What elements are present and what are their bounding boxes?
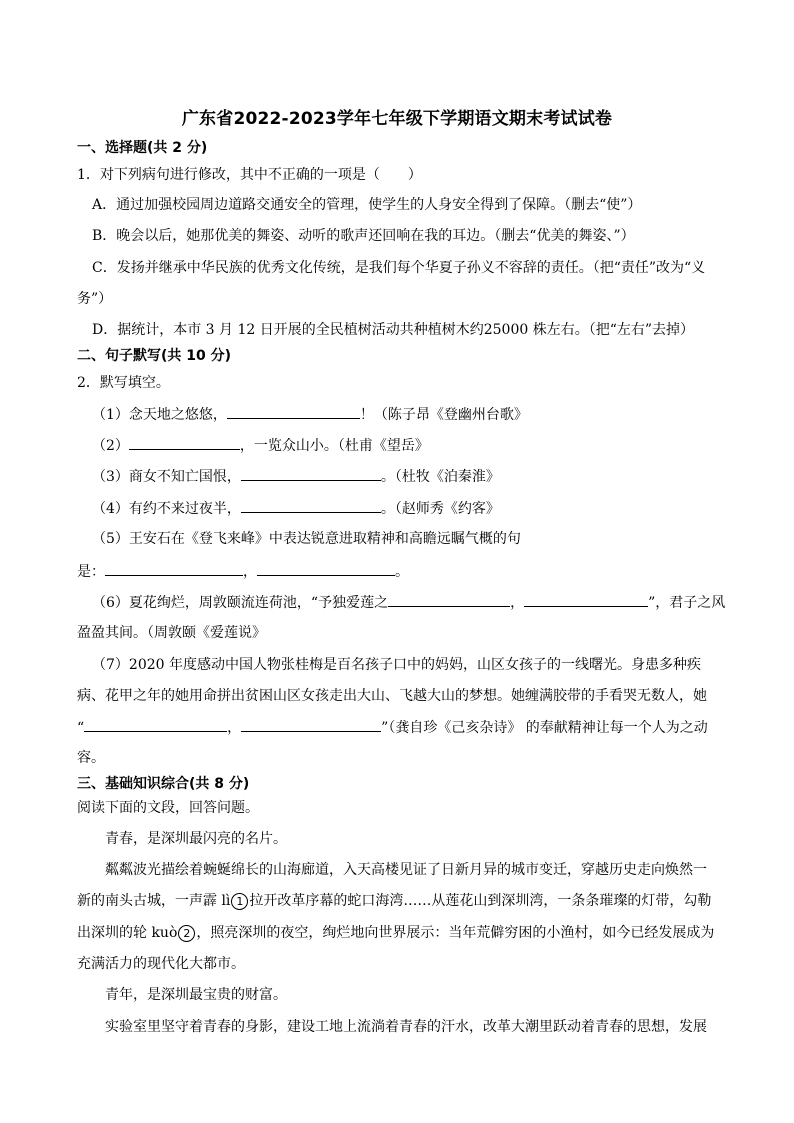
passage-para-1: 青春，是深圳最闪亮的名片。 [105, 831, 287, 847]
passage-para-4: 实验室里坚守着青春的身影，建设工地上流淌着青春的汗水，改革大潮里跃动着青春的思想，发展 [105, 1019, 707, 1035]
recitation-item-7-line2: 病、花甲之年的她用命拼出贫困山区女孩走出大山、飞越大山的梦想。她缠满胶带的手看哭无数人，她 [77, 688, 707, 704]
circled-number-2: 2 [178, 925, 195, 942]
answer-blank[interactable] [388, 592, 510, 607]
option-b: B．晚会以后，她那优美的舞姿、动听的歌声还回响在我的耳边。（删去“优美的舞姿、”） [92, 228, 635, 244]
section-recitation-heading: 二、句子默写(共 10 分) [77, 348, 232, 364]
option-d: D．据统计，本市 3 月 12 日开展的全民植树活动共种植树木约25000 株左右。（把“左右”去掉） [92, 322, 695, 338]
question-1-stem: 1．对下列病句进行修改，其中不正确的一项是（ ） [77, 167, 422, 183]
recitation-item-1: （1）念天地之悠悠， ！（陈子昂《登幽州台歌》 [92, 404, 528, 425]
section-basic-knowledge-heading: 三、基础知识综合(共 8 分) [77, 776, 250, 792]
passage-para-3: 青年，是深圳最宝贵的财富。 [105, 987, 287, 1003]
recitation-item-6-line2: 盈盈其间。（周敦颐《爱莲说》 [77, 625, 266, 641]
answer-blank[interactable] [241, 717, 381, 732]
option-c-line2: 务”） [77, 291, 113, 307]
recitation-item-3: （3）商女不知亡国恨， 。（杜牧《泊秦淮》 [92, 466, 500, 487]
recitation-item-7-line4: 容。 [77, 750, 105, 766]
option-a: A．通过加强校园周边道路交通安全的管理，使学生的人身安全得到了保障。（删去“使”） [92, 197, 642, 213]
answer-blank[interactable] [84, 717, 227, 732]
answer-blank[interactable] [241, 466, 381, 481]
exam-title: 广东省2022-2023学年七年级下学期语文期末考试试卷 [181, 109, 613, 129]
recitation-item-7-line1: （7）2020 年度感动中国人物张桂梅是百名孩子口中的妈妈，山区女孩子的一线曙光。身患多种疾 [92, 657, 701, 673]
answer-blank[interactable] [257, 561, 395, 576]
passage-para-2-line3: 出深圳的轮 kuò 2 ，照亮深圳的夜空，绚烂地向世界展示：当年荒僻穷困的小渔村，如今已经发展成为 [77, 925, 715, 941]
answer-blank[interactable] [129, 435, 240, 450]
recitation-item-5-line2: 是： ， 。 [77, 561, 409, 582]
recitation-item-5-line1: （5）王安石在《登飞来峰》中表达锐意进取精神和高瞻远瞩气概的句 [92, 531, 521, 547]
answer-blank[interactable] [105, 561, 243, 576]
recitation-item-2: （2） ，一览众山小。（杜甫《望岳》 [92, 435, 429, 456]
answer-blank[interactable] [241, 498, 381, 513]
answer-blank[interactable] [227, 404, 360, 419]
recitation-item-4: （4）有约不来过夜半， 。（赵师秀《约客》 [92, 498, 500, 519]
answer-blank[interactable] [524, 592, 648, 607]
passage-para-2-line2: 新的南头古城，一声霹 lì 1 拉开改革序幕的蛇口海湾……从莲花山到深圳湾，一条条璀璨的灯带，勾勒 [77, 893, 712, 909]
circled-number-1: 1 [231, 893, 248, 910]
option-c-line1: C．发扬并继承中华民族的优秀文化传统，是我们每个华夏子孙义不容辞的责任。（把“责任”改为“义 [92, 260, 706, 276]
passage-para-2-line1: 粼粼波光描绘着蜿蜒绵长的山海廊道，入天高楼见证了日新月异的城市变迁，穿越历史走向焕然一 [105, 862, 707, 878]
recitation-item-7-line3: “ ， ”（龚自珍《己亥杂诗》 的奉献精神让每一个人为之动 [77, 717, 708, 738]
section-choice-heading: 一、选择题(共 2 分) [77, 140, 208, 156]
reading-intro: 阅读下面的文段，回答问题。 [77, 800, 259, 816]
question-2-stem: 2．默写填空。 [77, 375, 170, 391]
passage-para-2-line4: 充满活力的现代化大都市。 [77, 956, 245, 972]
recitation-item-6-line1: （6）夏花绚烂，周敦颐流连荷池，“予独爱莲之 ， ”，君子之风 [92, 592, 725, 613]
